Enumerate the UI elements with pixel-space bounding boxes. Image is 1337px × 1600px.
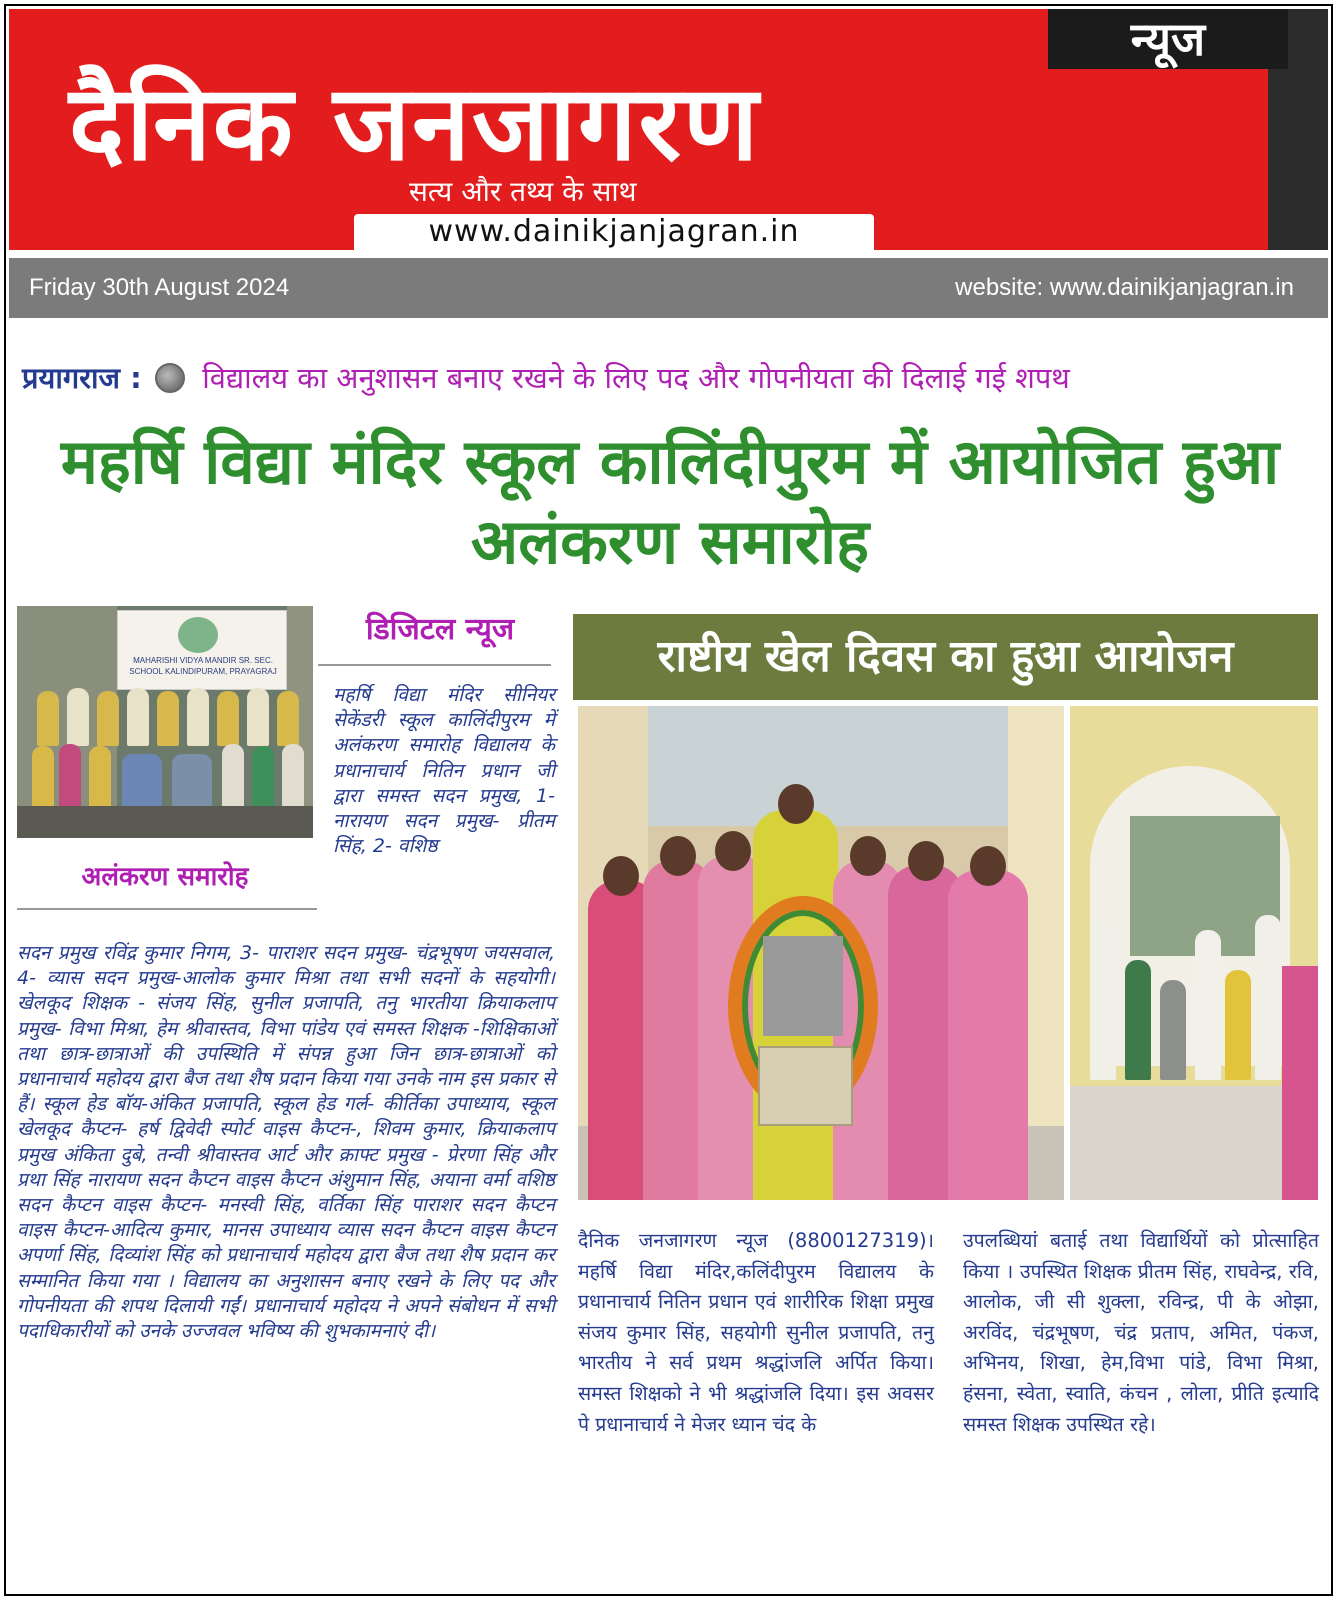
tribute-photo-main	[578, 706, 1064, 1200]
tribute-photo-side	[1070, 706, 1318, 1200]
person-head	[850, 836, 886, 876]
person-head	[908, 841, 944, 881]
bullet-icon	[155, 363, 185, 393]
students-front-row	[27, 736, 307, 816]
sports-article-col-1: दैनिक जनजागरण न्यूज (8800127319)। महर्षि विद्या मंदिर,कलिंदीपुरम विद्यालय के प्रधानाचार्य नितिन प्रधान एवं शारीरिक शिक्षा प्रमुख संजय कुमार सिंह, सहयोगी सुनील प्रजापति, तनु भारतीय ने सर्व प्रथम श्रद्धांजलि अर्पित किया।समस्त शिक्षको ने भी श्रद्धांजलि दिया। इस अवसर पे प्रधानाचार्य ने मेजर ध्यान चंद के	[578, 1229, 934, 1436]
sports-day-banner: राष्टीय खेल दिवस का हुआ आयोजन	[573, 614, 1318, 700]
section-divider	[318, 664, 551, 666]
teacher-figure	[1090, 920, 1116, 1080]
article-body-full: सदन प्रमुख रविंद्र कुमार निगम, 3- पाराशर सदन प्रमुख- चंद्रभूषण जयसवाल, 4- व्यास सदन प्रमुख-आलोक कुमार मिश्रा तथा सभी सदनों के सहयोगी। खेलकूद शिक्षक - संजय सिंह, सुनील प्रजापति, तनु भारतीया क्रियाकलाप प्रमुख- विभा मिश्रा, हेम श्रीवास्तव, विभा पांडेय एवं समस्त शिक्षक -शिक्षिकाओं तथा छात्र-छात्राओं की उपस्थिति में संपन्न हुआ जिन छात्र-छात्राओं को प्रधानाचार्य महोदय द्वारा बैज तथा शैष प्रदान किया गया उनके नाम इस प्रकार से हैं। स्कूल हेड बॉय-अंकित प्रजापति, स्कूल हेड गर्ल- कीर्तिका उपाध्याय, स्कूल खेलकूद कैप्टन- हर्ष द्विवेदी स्पोर्ट वाइस कैप्टन-, शिवम कुमार, क्रियाकलाप प्रमुख अंकिता दुबे, तन्वी श्रीवास्तव आर्ट और क्राफ्ट प्रमुख - प्रेरणा सिंह और प्रथा सिंह नारायण सदन कैप्टन वाइस कैप्टन अंशुमान सिंह, अयाना वर्मा वशिष्ठ सदन कैप्टन वाइस कैप्टन- मनस्वी सिंह, वर्तिका सिंह पाराशर सदन कैप्टन वाइस कैप्टन-आदित्य कुमार, मानस उपाध्याय व्यास सदन कैप्टन वाइस कैप्टन अपर्णा सिंह, दिव्यांश सिंह को प्रधानाचार्य महोदय द्वारा बैज तथा शैष प्रदान कर सम्मानित किया गया । विद्यालय का अनुशासन बनाए रखने के लिए पद और गोपनीयता की शपथ दिलायी गईं। प्रधानाचार्य महोदय ने अपने संबोधन में सभी पदाधिकारीयों को उनके उज्जवल भविष्य की शुभकामनाएं दी।	[17, 942, 555, 1343]
dateline-city: प्रयागराज :	[22, 361, 142, 395]
news-tag: न्यूज	[1048, 9, 1288, 69]
caption-divider	[17, 908, 317, 910]
photo-ground	[17, 806, 313, 838]
masthead-tagline: सत्य और तथ्य के साथ	[409, 175, 637, 208]
person-head	[970, 846, 1006, 886]
photo-caption: अलंकरण समारोह	[81, 862, 249, 892]
portrait-stand	[1160, 980, 1186, 1080]
masthead-title: दैनिक जनजागरण	[69, 62, 761, 184]
article-body-top: महर्षि विद्या मंदिर सीनियर सेकेंडरी स्कूल कालिंदीपुरम में अलंकरण समारोह विद्यालय के प्रधानाचार्य नितिन प्रधान जी द्वारा समस्त सदन प्रमुख, 1- नारायण सदन प्रमुख- प्रीतम सिंह, 2- वशिष्ठ	[333, 684, 555, 858]
sports-article-col-2: उपलब्धियां बताई तथा विद्यार्थियों को प्रोत्साहित किया । उपस्थित शिक्षक प्रीतम सिंह, राघवेन्द्र, रवि, आलोक, जी सी शुक्ला, रविन्द्र, पी के ओझा, अरविंद, चंद्रभूषण, चंद्र प्रताप, अमित, पंकज, अभिनय, शिखा, हेम,विभा पांडे, विभा मिश्रा, हंसना, स्वेता, स्वाति, कंचन , लोला, प्रीति इत्यादि समस्त शिक्षक उपस्थित रहे।	[963, 1229, 1319, 1436]
dhyan-chand-portrait	[763, 936, 843, 1036]
masthead	[9, 9, 1328, 250]
teacher-figure	[1125, 960, 1151, 1080]
portrait-stand	[758, 1046, 853, 1126]
teacher-figure	[1195, 930, 1221, 1080]
teacher-figure	[1255, 915, 1281, 1080]
headline-line-1: महर्षि विद्या मंदिर स्कूल कालिंदीपुरम में आयोजित हुआ	[60, 425, 1280, 498]
school-banner-text: MAHARISHI VIDYA MANDIR SR. SEC. SCHOOL KALINDIPURAM, PRAYAGRAJ	[129, 656, 277, 676]
ceremony-photo	[17, 606, 313, 838]
headline-line-2: अलंकरण समारोह	[470, 505, 870, 578]
main-headline	[20, 422, 1320, 582]
issue-date: Friday 30th August 2024	[29, 274, 290, 301]
school-logo-icon	[178, 617, 218, 653]
photo-sky	[638, 706, 1038, 826]
masthead-url[interactable]: www.dainikjanjagran.in	[354, 214, 874, 250]
subheadline: विद्यालय का अनुशासन बनाए रखने के लिए पद और गोपनीयता की दिलाई गई शपथ	[202, 361, 1070, 395]
website-link[interactable]: website: www.dainikjanjagran.in	[955, 274, 1294, 301]
person-head	[660, 836, 696, 876]
section-tag: डिजिटल न्यूज	[365, 612, 515, 647]
photo-floor	[1070, 1086, 1318, 1200]
person-head	[715, 831, 751, 871]
teacher-figure	[1282, 966, 1318, 1200]
teacher-figure	[1225, 970, 1251, 1080]
kicker-line	[22, 358, 1322, 398]
school-banner	[117, 610, 287, 690]
date-bar	[9, 258, 1328, 318]
person-head	[778, 784, 814, 824]
teacher-figure	[948, 870, 1028, 1200]
person-head	[603, 856, 639, 896]
